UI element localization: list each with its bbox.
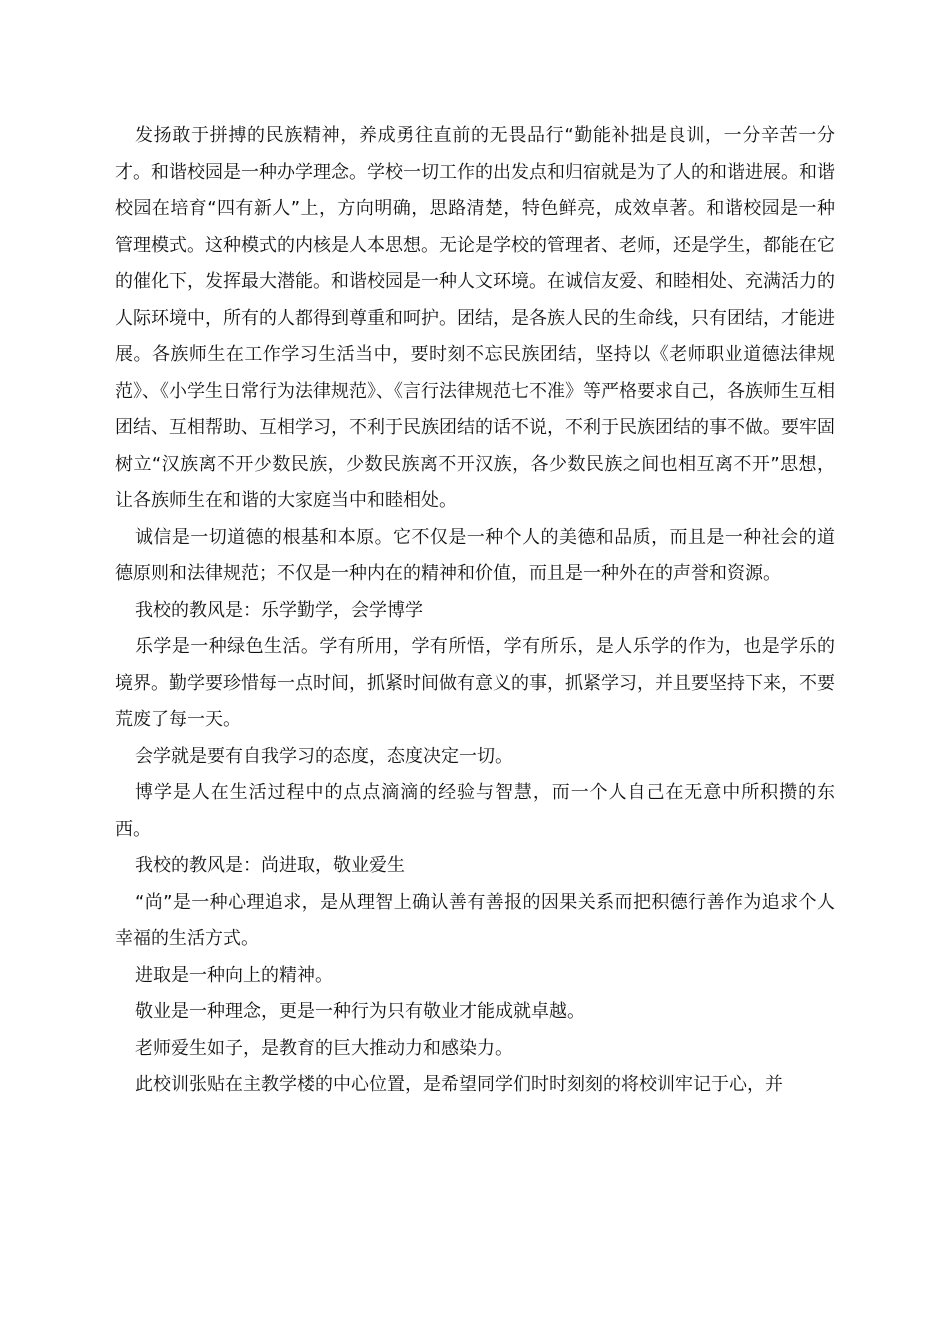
paragraph-harmonious-campus: 发扬敢于拼搏的民族精神，养成勇往直前的无畏品行“勤能补拙是良训，一分辛苦一分才。和谐校园是一种办学理念。学校一切工作的出发点和归宿就是为了人的和谐进展。和谐校园在培育“四有新人”上，方向明确，思路清楚，特色鲜亮，成效卓著。和谐校园是一种管理模式。这种模式的内核是人本思想。无论是学校的管理者、老师，还是学生，都能在它的催化下，发挥最大潜能。和谐校园是一种人文环境。在诚信友爱、和睦相处、充满活力的人际环境中，所有的人都得到尊重和呵护。团结，是各族人民的生命线，只有团结，才能进展。各族师生在工作学习生活当中，要时刻不忘民族团结，坚持以《老师职业道德法律规范》、《小学生日常行为法律规范》、《言行法律规范七不准》等严格要求自己，各族师生互相团结、互相帮助、互相学习，不利于民族团结的话不说，不利于民族团结的事不做。要牢固树立“汉族离不开少数民族，少数民族离不开汉族，各少数民族之间也相互离不开”思想，让各族师生在和谐的大家庭当中和睦相处。 <box>115 125 835 511</box>
paragraph-teaching-style-heading: 我校的教风是：尚进取，敬业爱生 <box>135 855 405 876</box>
paragraph-shang: “尚”是一种心理追求，是从理智上确认善有善报的因果关系而把积德行善作为追求个人幸福的生活方式。 <box>115 891 835 949</box>
paragraph-study-style-heading: 我校的教风是：乐学勤学，会学博学 <box>135 599 423 621</box>
document-body <box>115 118 835 1104</box>
paragraph-integrity: 诚信是一切道德的根基和本原。它不仅是一种个人的美德和品质，而且是一种社会的道德原则和法律规范；不仅是一种内在的精神和价值，而且是一种外在的声誉和资源。 <box>115 526 835 584</box>
paragraph-learning-method: 会学就是要有自我学习的态度，态度决定一切。 <box>135 745 513 767</box>
paragraph-school-motto: 此校训张贴在主教学楼的中心位置，是希望同学们时时刻刻的将校训牢记于心，并 <box>135 1074 783 1095</box>
paragraph-dedication: 敬业是一种理念，更是一种行为只有敬业才能成就卓越。 <box>135 1001 585 1022</box>
paragraph-happy-learning: 乐学是一种绿色生活。学有所用，学有所悟，学有所乐，是人乐学的作为，也是学乐的境界。勤学要珍惜每一点时间，抓紧时间做有意义的事，抓紧学习，并且要坚持下来，不要荒废了每一天。 <box>115 636 835 730</box>
paragraph-love-students: 老师爱生如子，是教育的巨大推动力和感染力。 <box>135 1037 513 1059</box>
paragraph-progress: 进取是一种向上的精神。 <box>135 964 333 986</box>
paragraph-broad-learning: 博学是人在生活过程中的点点滴滴的经验与智慧，而一个人自己在无意中所积攒的东西。 <box>115 782 835 840</box>
